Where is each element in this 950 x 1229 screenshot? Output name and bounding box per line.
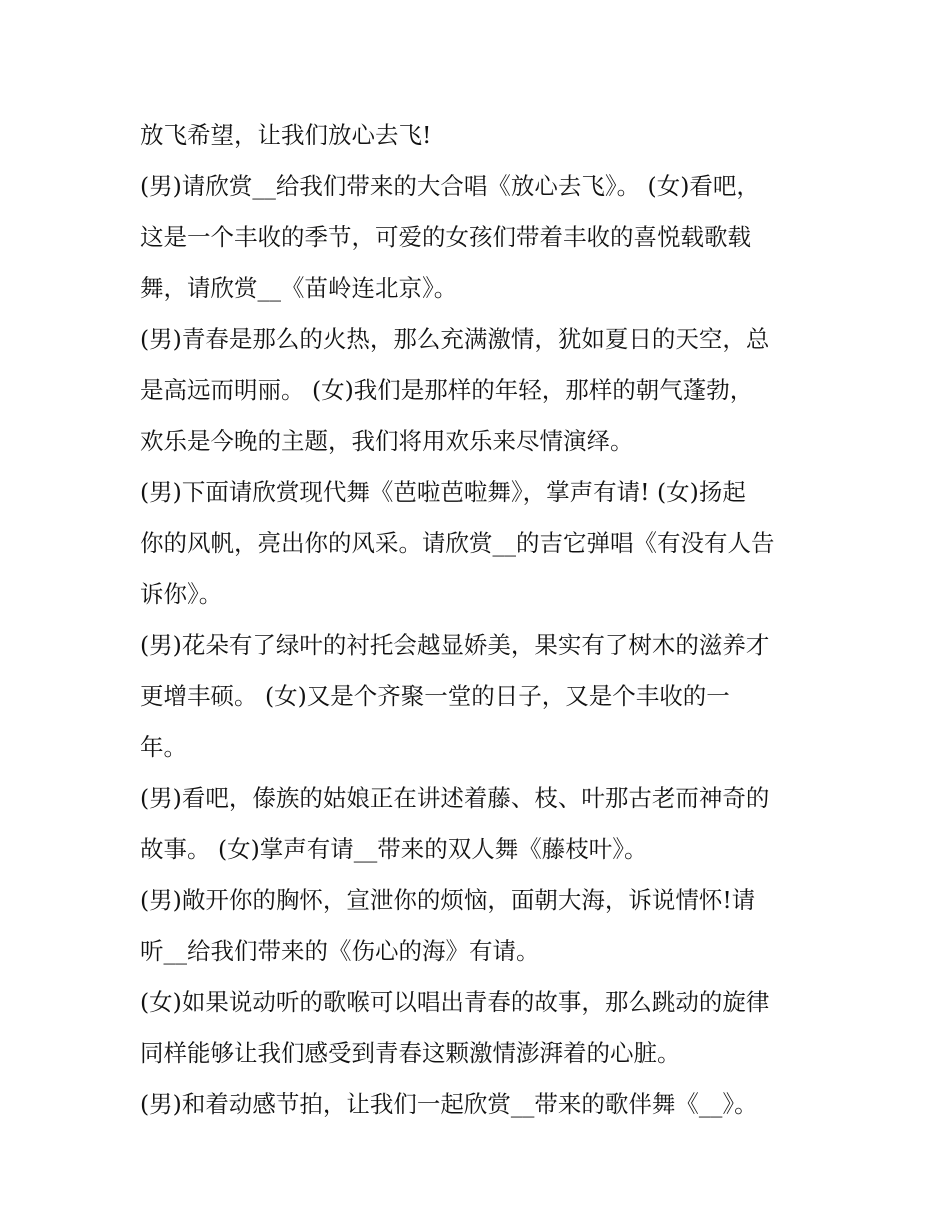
text-line: 舞，请欣赏__《苗岭连北京》。 — [140, 274, 458, 302]
text-line: (男)下面请欣赏现代舞《芭啦芭啦舞》，掌声有请! (女)扬起 — [140, 478, 746, 506]
text-line: 诉你》。 — [140, 580, 223, 608]
text-line: (男)看吧，傣族的姑娘正在讲述着藤、枝、叶那古老而神奇的 — [140, 784, 770, 812]
text-line: 这是一个丰收的季节，可爱的女孩们带着丰收的喜悦载歌载 — [140, 223, 751, 251]
document-body — [140, 110, 820, 1130]
text-line: 欢乐是今晚的主题，我们将用欢乐来尽情演绎。 — [140, 427, 634, 455]
text-line: 你的风帆，亮出你的风采。请欣赏__的吉它弹唱《有没有人告 — [140, 529, 775, 557]
text-line: 更增丰硕。 (女)又是个齐聚一堂的日子，又是个丰收的一 — [140, 682, 730, 710]
text-line: 故事。 (女)掌声有请__带来的双人舞《藤枝叶》。 — [140, 835, 648, 863]
text-line: (男)和着动感节拍，让我们一起欣赏__带来的歌伴舞《__》。 — [140, 1090, 758, 1118]
text-line: (男)请欣赏__给我们带来的大合唱《放心去飞》。 (女)看吧， — [140, 172, 760, 200]
text-line: (女)如果说动听的歌喉可以唱出青春的故事，那么跳动的旋律 — [140, 988, 770, 1016]
text-line: 放飞希望，让我们放心去飞! — [140, 121, 432, 149]
text-line: 听__给我们带来的《伤心的海》有请。 — [140, 937, 540, 965]
text-line: (男)花朵有了绿叶的衬托会越显娇美，果实有了树木的滋养才 — [140, 631, 770, 659]
text-line: 同样能够让我们感受到青春这颗激情澎湃着的心脏。 — [140, 1039, 681, 1067]
text-line: (男)青春是那么的火热，那么充满激情，犹如夏日的天空，总 — [140, 325, 770, 353]
text-line: 年。 — [140, 733, 187, 761]
text-line: 是高远而明丽。 (女)我们是那样的年轻，那样的朝气蓬勃， — [140, 376, 754, 404]
text-line: (男)敞开你的胸怀，宣泄你的烦恼，面朝大海，诉说情怀!请 — [140, 886, 756, 914]
